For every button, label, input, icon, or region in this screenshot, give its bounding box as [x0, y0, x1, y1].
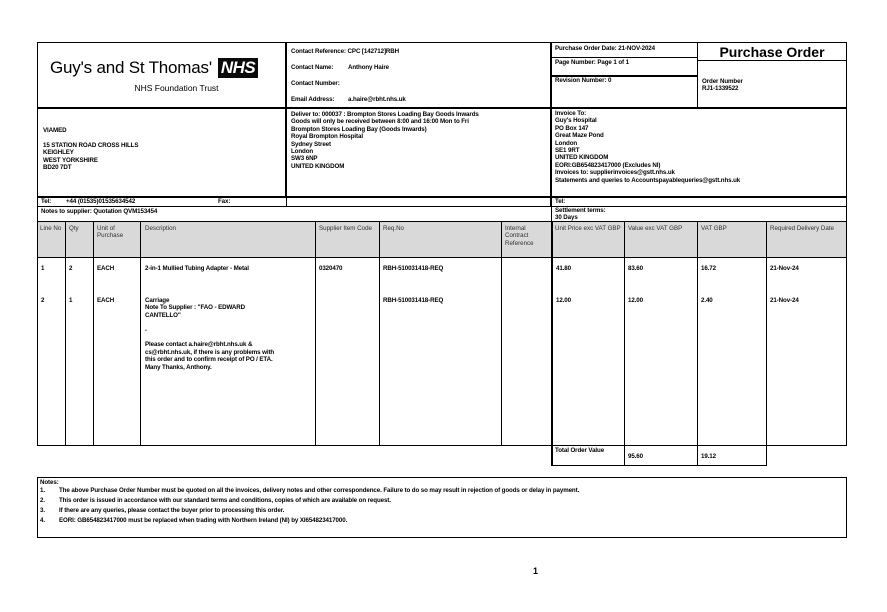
cell-uop: EACH [97, 297, 115, 304]
deliver-to-address [286, 108, 551, 197]
contact-number-label: Contact Number: [291, 80, 340, 87]
cell-line-no: 1 [41, 265, 45, 272]
invoice-line: Great Maze Pond [555, 132, 604, 140]
statements-line: Statements and queries to Accountspayablequeries@gstt.nhs.uk [555, 176, 741, 184]
note-text: This order is issued in accordance with our standard terms and conditions, copies of which are available on request. [59, 497, 391, 504]
cell-vat: 16.72 [701, 265, 716, 272]
settlement-terms-row [551, 207, 847, 222]
note-number: 4. [40, 517, 45, 524]
note-number: 1. [40, 487, 45, 494]
cell-supplier-code: 0320470 [319, 265, 343, 272]
page-number: Page Number: Page 1 of 1 [555, 59, 629, 66]
supplier-address [37, 108, 286, 197]
logo-panel [37, 42, 286, 108]
description-line: - [145, 326, 147, 334]
fax-label: Fax: [218, 198, 231, 205]
invoice-tel-row [551, 197, 847, 207]
note-text: EORI: GB654823417000 must be replaced when trading with Northern Ireland (NI) by XI654823417000. [59, 517, 348, 524]
contact-name: Anthony Haire [348, 64, 389, 71]
email-address: a.haire@rbht.nhs.uk [348, 96, 406, 103]
col-header-delivery-date: Required Delivery Date [770, 225, 834, 232]
nhs-badge: NHS [218, 58, 258, 78]
supplier-line: 15 STATION ROAD CROSS HILLS [43, 141, 139, 149]
deliver-line: Royal Brompton Hospital [291, 133, 363, 141]
cell-value: 83.60 [628, 265, 643, 272]
cell-req-no: RBH-510031418-REQ [383, 265, 444, 272]
cell-delivery-date: 21-Nov-24 [770, 265, 799, 272]
logo [50, 58, 258, 78]
deliver-line: UNITED KINGDOM [291, 162, 345, 170]
cell-uop: EACH [97, 265, 115, 272]
cell-vat: 2.40 [701, 297, 713, 304]
deliver-line: Sydney Street [291, 140, 331, 148]
contact-name-label: Contact Name: [291, 64, 334, 71]
invoice-to-address [551, 108, 847, 197]
cell-qty: 1 [69, 297, 73, 304]
cell-req-no: RBH-510031418-REQ [383, 297, 444, 304]
revision-number: Revision Number: 0 [555, 77, 612, 84]
description-line: Note To Supplier : "FAO - EDWARD [145, 304, 245, 312]
deliver-line: SW3 6NP [291, 155, 318, 163]
invoice-line: EORI:GB654823417000 (Excludes NI) [555, 161, 661, 169]
logo-org-name: Guy's and St Thomas' [50, 58, 212, 77]
order-number-label: Order Number [702, 78, 743, 85]
deliver-line: Deliver to: 000037 : Brompton Stores Loading Bay Goods Inwards [291, 111, 479, 118]
description-line: cs@rbht.nhs.uk, if there is any problems with [145, 348, 275, 356]
description-line: CANTELLO" [145, 311, 181, 319]
cell-line-no: 2 [41, 297, 45, 304]
description-line [145, 319, 274, 326]
invoice-line: Invoice To: [555, 110, 587, 117]
cell-description [145, 297, 274, 371]
total-value: 95.60 [628, 453, 643, 460]
settlement-label: Settlement terms: [555, 207, 606, 214]
deliver-line: Brompton Stores Loading Bay (Goods Inwards) [291, 125, 427, 133]
invoice-line: UNITED KINGDOM [555, 154, 609, 162]
contact-reference: Contact Reference: CPC [142712]RBH [291, 48, 400, 55]
supplier-tel-row [37, 197, 551, 207]
note-text: If there are any queries, please contact the buyer prior to processing this order. [59, 507, 285, 514]
invoice-line: SE1 9RT [555, 147, 580, 155]
deliver-to-lines [291, 111, 479, 170]
note-number: 2. [40, 497, 45, 504]
total-label: Total Order Value [555, 447, 605, 454]
tel-number: +44 (01535)01535634542 [66, 198, 136, 205]
deliver-line: Goods will only be received between 8:00 and 16:00 Mon to Fri [291, 118, 469, 126]
note-number: 3. [40, 507, 45, 514]
description-line: this order and to confirm receipt of PO / ETA. [145, 356, 273, 364]
description-line [145, 334, 274, 341]
col-header-value: Value exc VAT GBP [628, 225, 683, 232]
supplier-line: VIAMED [43, 127, 67, 134]
contact-panel [286, 42, 551, 108]
col-header-supplier-item-code: Supplier Item Code [319, 225, 372, 232]
supplier-line [43, 134, 138, 141]
cell-unit-price: 12.00 [556, 297, 571, 304]
cell-unit-price: 41.80 [556, 265, 571, 272]
supplier-line: KEIGHLEY [43, 149, 74, 157]
cell-delivery-date: 21-Nov-24 [770, 297, 799, 304]
col-header-req-no: Req.No [383, 225, 404, 232]
invoice-email-line: Invoices to: supplierinvoices@gstt.nhs.uk [555, 169, 675, 177]
logo-subtitle: NHS Foundation Trust [134, 83, 219, 93]
document-title: Purchase Order [719, 44, 825, 60]
cell-value: 12.00 [628, 297, 643, 304]
page-number-footer: 1 [533, 566, 539, 576]
supplier-line: BD20 7DT [43, 164, 72, 172]
note-text: The above Purchase Order Number must be quoted on all the invoices, delivery notes and other correspondence. Failure to do so may result in rejection of goods or delay in payment. [59, 487, 580, 494]
order-number: RJ1-1339522 [702, 85, 739, 92]
po-date: Purchase Order Date: 21-NOV-2024 [555, 45, 655, 52]
invoice-tel-label: Tel: [555, 198, 566, 205]
description-line: Please contact a.haire@rbht.nhs.uk & [145, 341, 253, 349]
settlement-value: 30 Days [555, 214, 578, 221]
email-label: Email Address: [291, 96, 335, 103]
supplier-address-lines [43, 127, 138, 171]
invoice-line: PO Box 147 [555, 124, 589, 132]
col-header-line-no: Line No [40, 225, 62, 232]
invoice-line: London [555, 139, 578, 147]
cell-description: 2-in-1 Mullied Tubing Adapter - Metal [145, 265, 249, 272]
notes-title: Notes: [40, 479, 59, 486]
col-header-vat: VAT GBP [701, 225, 727, 232]
invoice-to-lines [555, 110, 740, 184]
total-row [555, 447, 605, 454]
col-header-internal-contract-ref: Internal Contract Reference [505, 225, 534, 247]
tel-label: Tel: [41, 198, 52, 205]
notes-section [37, 477, 847, 538]
description-line: Many Thanks, Anthony. [145, 363, 212, 371]
notes-to-supplier-row [37, 207, 551, 222]
invoice-line: Guy's Hospital [555, 117, 597, 125]
col-header-qty: Qty [69, 225, 79, 232]
total-vat: 19.12 [701, 453, 716, 460]
description-line: Carriage [145, 297, 170, 304]
col-header-unit-of-purchase: Unit of Purchase [97, 225, 124, 240]
col-header-description: Description [145, 225, 176, 232]
supplier-line: WEST YORKSHIRE [43, 156, 98, 164]
notes-to-supplier: Notes to supplier: Quotation QVM153454 [41, 208, 158, 215]
cell-qty: 2 [69, 265, 73, 272]
deliver-line: London [291, 148, 314, 156]
po-info-panel [551, 42, 847, 108]
col-header-unit-price: Unit Price exc VAT GBP [555, 225, 621, 232]
